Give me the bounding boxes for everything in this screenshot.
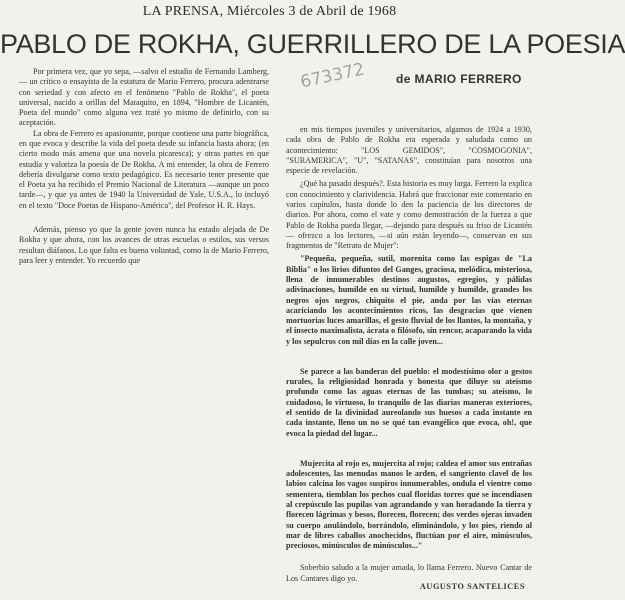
quoted-poem-paragraph: Mujercita al rojo es, mujercita al rojo; caldea el amor sus entrañas adolescentes, las menudas manos le arden, el sangriento clavel de los labios calcina los vagos suspiros innumerables, ondula el vientre como sementera, tiemblan los pechos cual floridas torres que se incendiasen al crepúsculo las pupilas van agrandando y van horadando la tierra y florecen lágrimas y besos, florecen, florecen; dos verdes ojeras invaden su cuerpo anulándolo, borrándolo, eliminándolo, y los pies, riendo al mar de libres caballos anochecidos, fluctúan por el aire, minúsculos, preciosos, minúsculos de minúsculos..." [286,458,532,551]
quoted-poem-paragraph: "Pequeña, pequeña, sutil, morenita como las espigas de "La Biblia" o los lirios difuntos del Ganges, graciosa, melódica, misteriosa, llena de innumerables destinos augustos, egregios, y pálidas adivinaciones, humilde en su virtud, humilde y humilde, grandes los negros ojos negros, chiquito el pie, anda por las vías eternas acariciando los acontecimientos ricos, las desgracias que vienen mortuorias luces amarillas, el gesto fluvial de los llantos, la montaña, y el insecto maximalista, ácrata o filósofo, sin rencor, acaparando la vida y los sepulcros con mil días en la calle joven... [286,254,532,346]
quoted-poem-paragraph: Se parece a las banderas del pueblo: el modestísimo olor a gestos rurales, la religiosidad honrada y honesta que diluye su ateísmo profundo como las aguas eternas de las tumbas; su ateísmo, lo cuidadoso, lo virtuoso, lo tranquilo de las diarias maneras exteriores, el sentido de la divinidad aureolando sus huesos a cada instante en cada instante, lleno un no se qué tan evangélico que evoca, oh!, que evoca la piedad del lugar... [286,366,532,438]
body-paragraph: Por primera vez, que yo sepa, —salvo el estudio de Fernando Lamberg,— un crítico o ensayista de la estatura de Mario Ferrero, procura adentrarse con seriedad y con afecto en el fenómeno "Pablo de Rokha", el poeta universal, nacido a orillas del Mataquito, en 1894, "Hombre de Licantén, Poeta del mundo" como alguna vez traté yo mismo de definirlo, con su aceptación. [19,67,269,128]
body-paragraph: Soberbio saludo a la mujer amada, lo llama Ferrero. Nuevo Cantar de Los Cantares digo yo. [286,563,532,583]
newspaper-masthead: LA PRENSA, Miércoles 3 de Abril de 1968 [142,4,397,19]
body-paragraph: en mis tiempos juveniles y universitarios, algamos de 1924 a 1930, cada obra de Pablo de Rokha era esperada y saludada como un acontecimiento: "LOS GEMIDOS", "COSMOGONIA", "SURAMERICA", "U", "SATANAS", constituían para nosotros una especie de revelación. [286,125,532,176]
body-paragraph: La obra de Ferrero es apasionante, porque contiene una parte biográfica, en que evoca y describe la vida del poeta desde su infancia hasta ahora; (en cierto modo más amena que una novela picaresca); y otras partes en que estudia y valoriza la poesía de De Rokha. A mi entender, la obra de Ferrero debería divulgarse como texto pedagógico. Es necesario tener presente que el Poeta ya ha recibido el Premio Nacional de Literatura —aunque un poco tarde—, y que ya antes de 1940 la Universidad de Yale, U.S.A., lo incluyó en el texto "Doce Poetas de Hispano-América", del Profesor H. R. Hays. [19,128,269,210]
article-column-right [286,125,532,584]
handwritten-archive-number: 673372 [298,59,367,93]
author-signature: AUGUSTO SANTELICES [419,582,525,591]
article-title: PABLO DE ROKHA, GUERRILLERO DE LA POESIA [0,29,625,59]
article-byline: de MARIO FERRERO [396,72,522,86]
body-paragraph: ¿Qué ha pasado después?. Esta historia es muy larga. Ferrero la explica con conocimiento y clarividencia. Habrá que fraccionar este comentario en varios capítulos, hasta donde lo den la paciencia de los directores de diarios. Por ahora, como el vate y como demostración de la fuerza a que Pablo de Rokha pueda llegar, —dejando para después su friso de Licantén— ofrezco a los lectores, —si aún están leyendo—, conservan en sus fragmentos de "Retrato de Mujer": [286,179,533,251]
body-paragraph: Además, pienso yo que la gente joven nunca ha estado alejada de De Rokha y que ahora, con los avances de otras escuelas o estilos, sus versos resultan diáfanos. Lo que falta es buena voluntad, como la de Mario Ferrero, para leer y entender. Yo recuerdo que [19,224,269,265]
article-column-left [19,67,269,266]
